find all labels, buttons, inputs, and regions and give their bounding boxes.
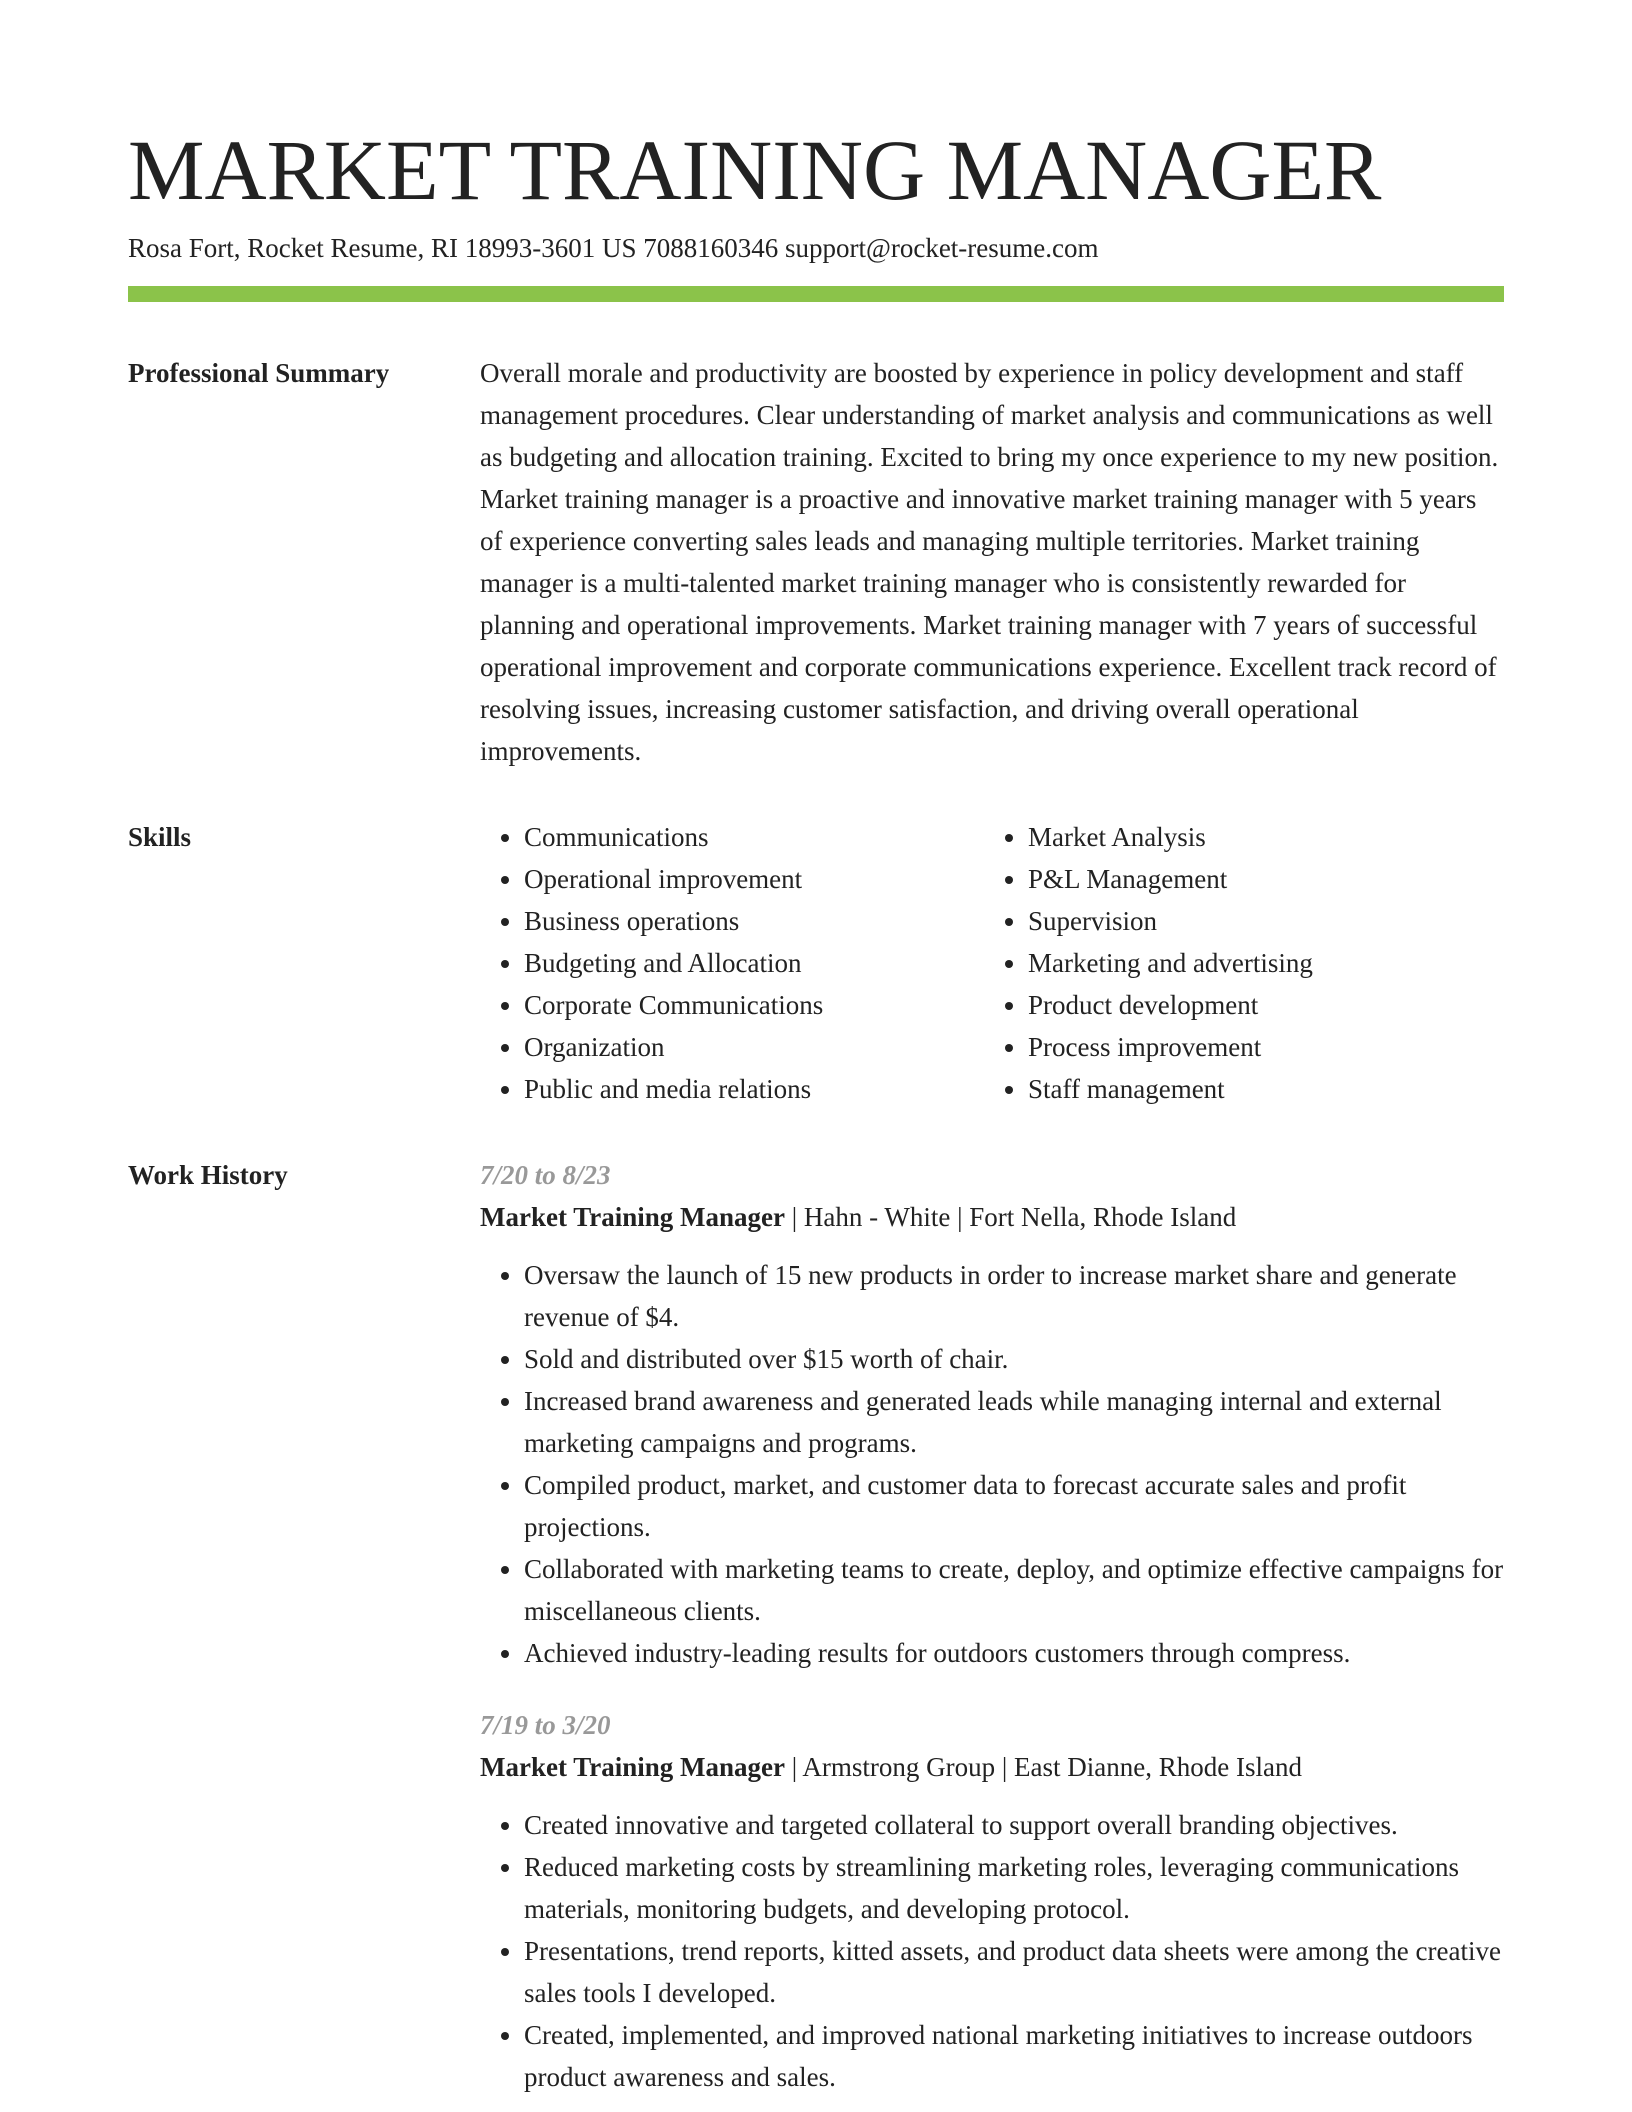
contact-line: Rosa Fort, Rocket Resume, RI 18993-3601 US 7088160346 support@rocket-resume.com — [128, 233, 1099, 263]
skill-item: • Communications — [524, 816, 984, 858]
skill-item: • Marketing and advertising — [1028, 942, 1488, 984]
job-bullet: • Oversaw the launch of 15 new products in order to increase market share and generate revenue of $4. — [524, 1254, 1504, 1338]
job-bullet: • Collaborated with marketing teams to create, deploy, and optimize effective campaigns for miscellaneous clients. — [524, 1548, 1504, 1632]
work-history-section — [128, 1154, 1504, 2098]
job-details: | Armstrong Group | East Dianne, Rhode Island — [784, 1752, 1302, 1782]
job-details: | Hahn - White | Fort Nella, Rhode Island — [784, 1202, 1237, 1232]
skill-item: • Market Analysis — [1028, 816, 1488, 858]
job-bullet: • Reduced marketing costs by streamlining marketing roles, leveraging communications materials, monitoring budgets, and developing protocol. — [524, 1846, 1504, 1930]
job-bullet: • Presentations, trend reports, kitted assets, and product data sheets were among the creative sales tools I developed. — [524, 1930, 1504, 2014]
job-dates: 7/19 to 3/20 — [480, 1710, 611, 1740]
skills-list-right — [984, 816, 1488, 1110]
skill-item: • Supervision — [1028, 900, 1488, 942]
job-title-line — [480, 1746, 1504, 1788]
job-entry — [480, 1704, 1504, 2098]
job-bullet: • Achieved industry-leading results for outdoors customers through compress. — [524, 1632, 1504, 1674]
header-divider — [128, 286, 1504, 302]
skill-item: • Staff management — [1028, 1068, 1488, 1110]
skill-item: • Corporate Communications — [524, 984, 984, 1026]
job-bullet: • Created innovative and targeted collateral to support overall branding objectives. — [524, 1804, 1504, 1846]
job-bullet: • Sold and distributed over $15 worth of chair. — [524, 1338, 1504, 1380]
job-entry — [480, 1154, 1504, 1674]
job-bullet: • Created, implemented, and improved national marketing initiatives to increase outdoors product awareness and sales. — [524, 2014, 1504, 2098]
job-title: Market Training Manager — [480, 1752, 785, 1782]
summary-heading: Professional Summary — [128, 358, 390, 388]
job-bullet: • Compiled product, market, and customer data to forecast accurate sales and profit projections. — [524, 1464, 1504, 1548]
job-title-line — [480, 1196, 1504, 1238]
page-title: MARKET TRAINING MANAGER — [128, 122, 1382, 218]
skill-item: • Organization — [524, 1026, 984, 1068]
summary-text: Overall morale and productivity are boosted by experience in policy development and staff management procedures. Clear understanding of market analysis and communications as well as budgeting and allocation training. Excited to bring my once experience to my new position. Market training manager is a proactive and innovative market training manager with 5 years of experience converting sales leads and managing multiple territories. Market training manager is a multi-talented market training manager who is consistently rewarded for planning and operational improvements. Market training manager with 7 years of successful operational improvement and corporate communications experience. Excellent track record of resolving issues, increasing customer satisfaction, and driving overall operational improvements. — [480, 358, 1499, 766]
skill-item: • P&L Management — [1028, 858, 1488, 900]
job-bullets — [480, 1804, 1504, 2098]
resume-page — [128, 118, 1504, 2098]
job-title: Market Training Manager — [480, 1202, 785, 1232]
skill-item: • Operational improvement — [524, 858, 984, 900]
skill-item: • Product development — [1028, 984, 1488, 1026]
skills-heading: Skills — [128, 822, 192, 852]
job-bullet: • Increased brand awareness and generated leads while managing internal and external marketing campaigns and programs. — [524, 1380, 1504, 1464]
skill-item: • Process improvement — [1028, 1026, 1488, 1068]
job-dates: 7/20 to 8/23 — [480, 1160, 611, 1190]
job-bullets — [480, 1254, 1504, 1674]
skill-item: • Business operations — [524, 900, 984, 942]
work-history-heading: Work History — [128, 1160, 288, 1190]
summary-section — [128, 352, 1504, 772]
skills-list-left — [480, 816, 984, 1110]
skill-item: • Public and media relations — [524, 1068, 984, 1110]
skill-item: • Budgeting and Allocation — [524, 942, 984, 984]
skills-section — [128, 816, 1504, 1110]
